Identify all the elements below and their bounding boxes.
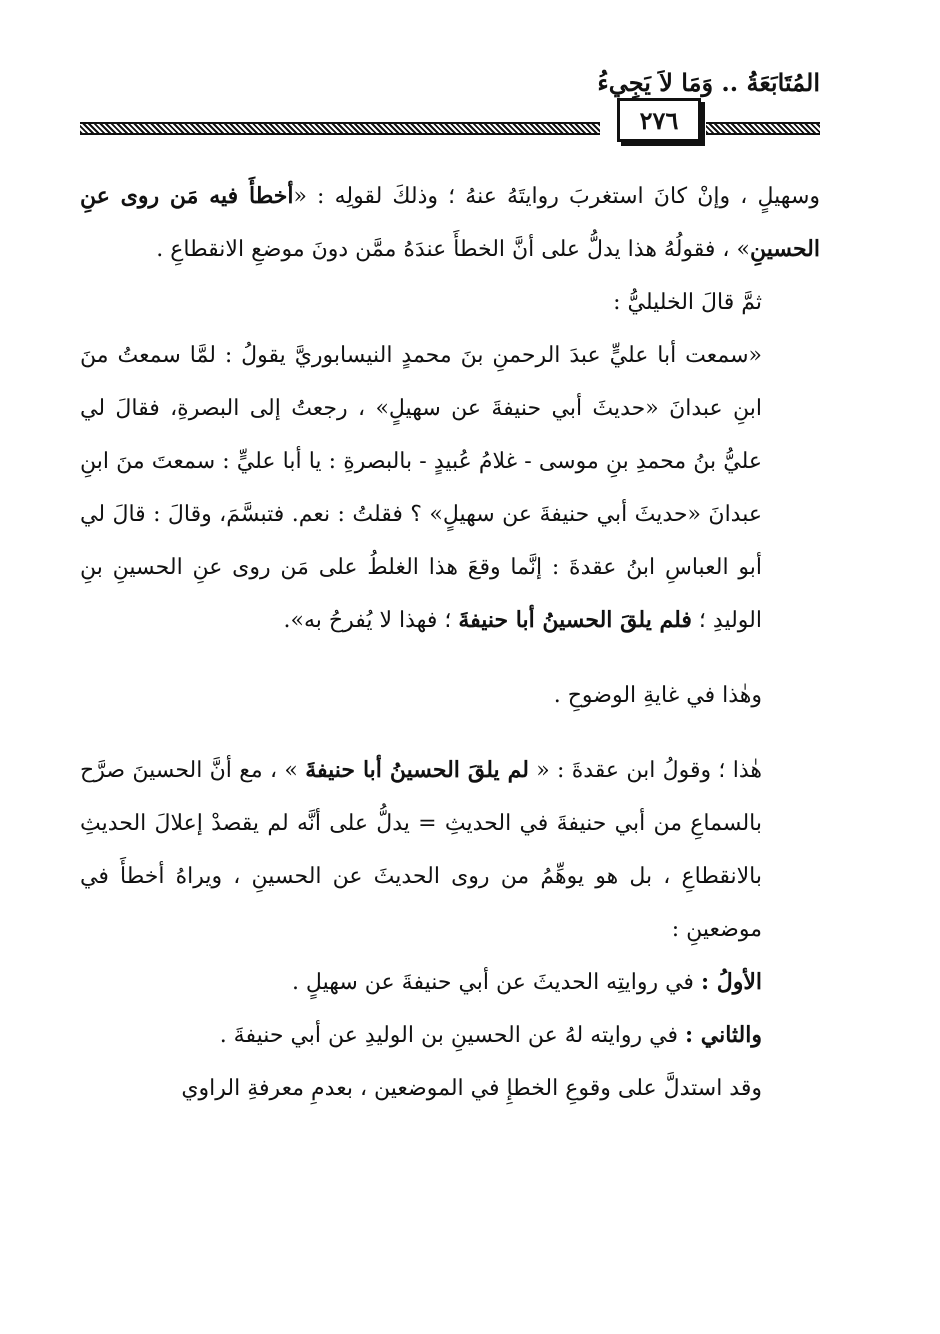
paragraph-5: هٰذا ؛ وقولُ ابن عقدةَ : « لم يلقَ الحسينُ أبا حنيفةَ » ، مع أنَّ الحسينَ صرَّح بالسماعِ من أبي حنيفةَ في الحديثِ = يدلُّ على أنَّه لم يقصدْ إعلالَ الحديثِ بالانقطاعِ ، بل هو يوهِّمُ من روى الحديثَ عن الحسينِ ، ويراهُ أخطأَ في موضعينِ : <box>80 757 762 942</box>
page-body <box>80 170 820 1115</box>
item-label: الأولُ : <box>700 969 762 995</box>
header-rule-left <box>80 122 600 135</box>
header-rule-right <box>706 122 820 135</box>
page-number: ٢٧٦ <box>617 98 701 142</box>
paragraph-4: وهٰذا في غايةِ الوضوحِ . <box>553 683 762 708</box>
paragraph-1: وسهيلٍ ، وإنْ كانَ استغربَ روايتَهُ عنهُ ؛ وذلكَ لقولِه : «أخطأَ فيه مَن روى عنِ الحسينِ» ، فقولُهُ هذا يدلُّ على أنَّ الخطأَ عندَهُ ممَّن دونَ موضعِ الانقطاعِ . <box>80 183 820 262</box>
bold-quote: أخطأَ فيه مَن روى عنِ الحسينِ <box>80 183 820 262</box>
paragraph-3-quote: «سمعت أبا عليٍّ عبدَ الرحمنِ بنَ محمدٍ النيسابوريَّ يقولُ : لمَّا سمعتُ منَ ابنِ عبدانَ «حديثَ أبي حنيفةَ عن سهيلٍ» ، رجعتُ إلى البصرةِ، فقالَ لي عليُّ بنُ محمدِ بنِ موسى - غلامُ عُبيدٍ - بالبصرةِ : يا أبا عليٍّ : سمعتَ منَ ابنِ عبدانَ «حديثَ أبي حنيفةَ عن سهيلٍ» ؟ فقلتُ : نعم. فتبسَّمَ، وقالَ : قالَ لي أبو العباسِ ابنُ عقدةَ : إنَّما وقعَ هذا الغلطُ على مَن روى عنِ الحسينِ بنِ الوليدِ ؛ فلم يلقَ الحسينُ أبا حنيفةَ ؛ فهذا لا يُفرحُ به». <box>80 343 762 633</box>
paragraph-6-first: الأولُ : في روايتِه الحديثَ عن أبي حنيفةَ عن سهيلٍ . <box>291 969 762 995</box>
paragraph-8: وقد استدلَّ على وقوعِ الخطإِ في الموضعين ، بعدمِ معرفةِ الراوي <box>181 1076 762 1101</box>
bold-quote: لم يلقَ الحسينُ أبا حنيفةَ <box>305 757 529 783</box>
running-title: المُتَابَعَةُ .. وَمَا لاَ يَجِيءُ <box>597 68 820 97</box>
item-label: والثاني : <box>684 1022 762 1048</box>
paragraph-2: ثمَّ قالَ الخليليُّ : <box>613 290 762 315</box>
paragraph-7-second: والثاني : في روايته لهُ عن الحسينِ بن الوليدِ عن أبي حنيفةَ . <box>219 1022 762 1048</box>
bold-quote: فلم يلقَ الحسينُ أبا حنيفةَ <box>458 607 692 633</box>
page-header <box>80 60 820 140</box>
